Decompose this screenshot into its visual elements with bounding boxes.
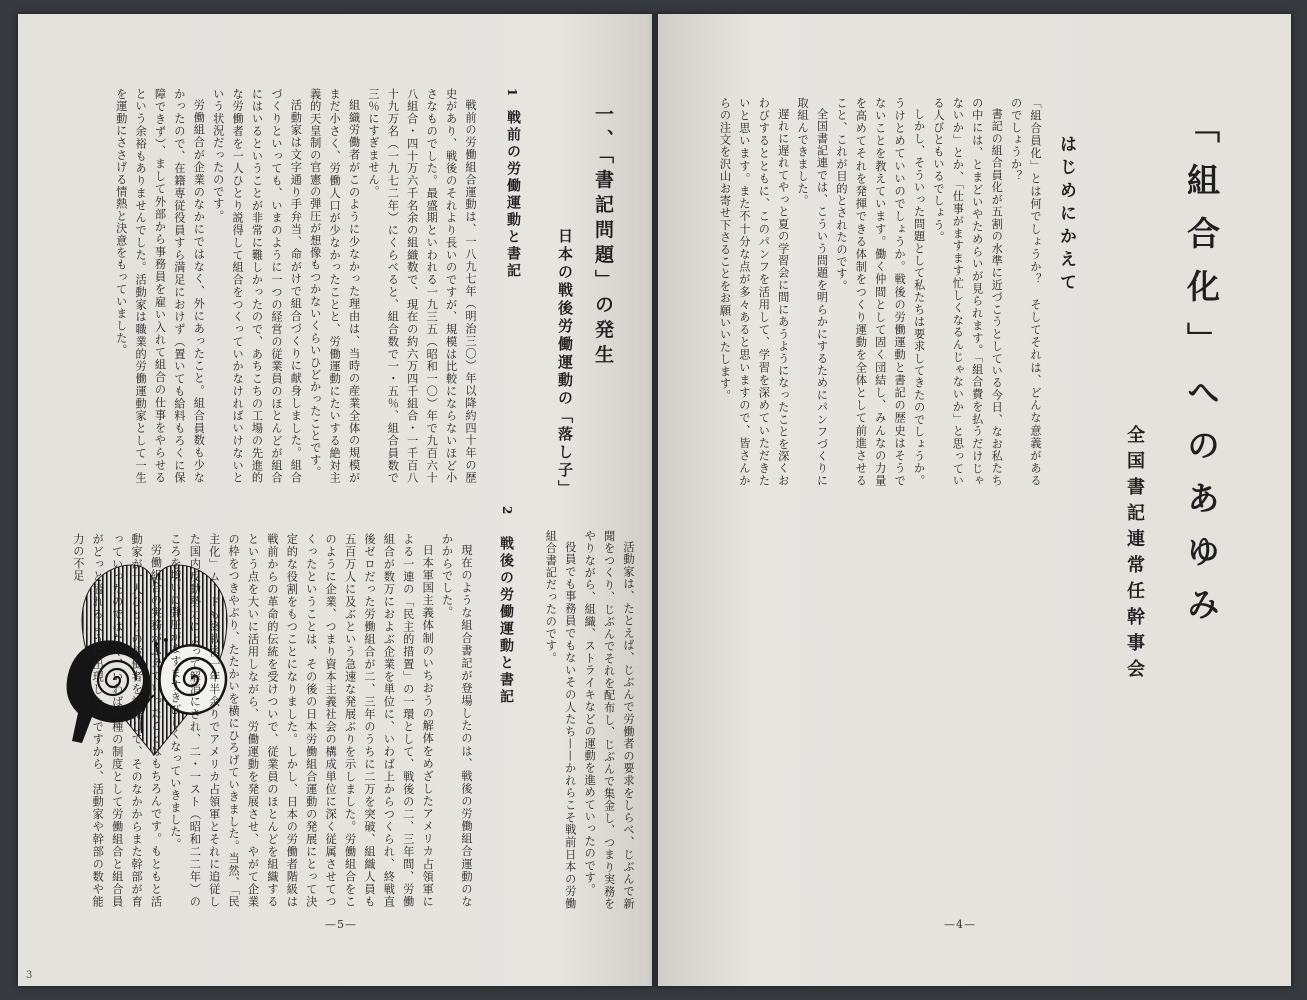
subsection-2-heading: 戦後の労働運動と書記	[498, 536, 514, 706]
continued-text-block	[544, 530, 638, 910]
document-title: 「組合化」へのあゆみ	[1182, 110, 1221, 640]
body-paragraph: 労働組合が企業のなかにではなく、外にあったこと。組合員数も少なかったので、在籍専従役員すら満足におけず（置いても給料もろくに保障できず）、まして外部から事務員を雇い入れて組合の仕事をやらせるという余裕もありませんでした。活動家は職業的労働運動家として一生を運動にささげる情熱と決意をもっていました。	[114, 88, 206, 484]
intro-paragraph: 全国書記連では、こういう問題を明らかにするためにパンフづくりに取組んできました。	[796, 97, 829, 487]
intro-paragraph: 遅れに遅れてやっと夏の学習会に間にあうようになったことを深くおわびするとともに、このパンフを活用して、学習を深めていただきたいと思います。また不十分な点が多々あると思いますので、皆さんからの注文を沢山お寄せ下さることをお願いいたします。	[718, 97, 790, 487]
body-paragraph: 現在のような組合書記が登場したのは、戦後の労働組合運動のなかからでした。	[440, 533, 473, 908]
intro-paragraph: しかし、そういった問題として私たちは要求してきたのでしょうか。うけとめていいのでしょうか。戦後の労働運動と書記の歴史はそうでないことを教えています。働く仲間として固く団結し、みんなの力量を高めてそれを発揮できる体制をつくり運動を全体として前進させること、これが目的とされたのです。	[834, 97, 926, 487]
subsection-1-body	[76, 88, 480, 484]
body-paragraph: 活動家は文字通り手弁当、命がけで組合づくりに献身しました。組合づくりといっても、いまのように一つの経営の従業員のほとんどが組合にはいるということが非常に難しかったので、あちこちの工場の先進的な労働者を一人ひとり説得して組合をつくっていかなければいけないという状況だったのです。	[211, 88, 303, 484]
body-paragraph: 役員でも事務員でもないその人たち——かれらこそ戦前日本の労働組合書記だったのです。	[544, 530, 577, 910]
body-paragraph: 戦前の労働組合運動は、一八九七年（明治三〇）年以降約四十年の歴史があり、戦後のそれより長いのですが、規模は比較にならないほど小さなものでした。最盛期といわれる一九三五（昭和一〇）年で九百六十八組合・四十万六千名余の組織数で、現在の約六万四千組合・一千百八十九万名（一九七二年）にくらべると、組合数で一・五％、組合員数で三％にすぎません。	[366, 88, 477, 484]
body-paragraph: 労働組合の実務がふえていったことはもちろんです。もともと活動家が一人ひとりの労働者を説得して、そのなかからまた幹部が育っていったのではなく、いわば一種の制度として労働組合と組合員がどっと溢れるように出現したのですから、活動家や幹部の数や能力の不足	[71, 533, 163, 908]
intro-heading: はじめにかえて	[1056, 135, 1076, 296]
intro-body	[715, 97, 1045, 487]
author-organization: 全国書記連常任幹事会	[1124, 425, 1145, 685]
subsection-1-heading: 戦前の労働運動と書記	[505, 110, 521, 280]
section-subtitle: 日本の戦後労働運動の「落し子」	[556, 228, 574, 498]
section-heading: 一、「書記問題」の発生	[592, 104, 614, 370]
intro-paragraph: 書記の組合員化が五割の水準に近づこうとしている今日、なお私たちの中には、とまどいやためらいが見られます。「組合費を払うだけじゃないか」とか、「仕事がますます忙しくなるんじゃないか」と思っている人びともいるでしょう。	[931, 97, 1004, 487]
subsection-1-number: 1	[505, 88, 519, 97]
body-paragraph: 組織労働者がこのように少なかった理由は、当時の産業全体の規模がまだ小さく、労働人口が少なかったことと、労働運動にたいする絶対主義的天皇制の官憲の弾圧が想像もつかないくらいひどかったことです。	[308, 88, 361, 484]
book-gutter	[652, 14, 658, 986]
page-number-right: —4—	[944, 918, 976, 931]
subsection-2-body	[71, 533, 476, 908]
corner-number: 3	[26, 970, 33, 981]
subsection-2-number: 2	[500, 506, 514, 515]
body-paragraph: 活動家は、たとえば、じぶんで労働者の要求をしらべ、じぶんで新聞をつくり、じぶんでそれを配布し、じぶんで集金し、つまり実務をやりながら、組織、ストライキなどの運動を進めていったのです。	[583, 530, 635, 910]
body-paragraph: 日本軍国主義体制のいちおうの解体をめざしたアメリカ占領軍による一連の「民主的措置」の一環として、戦後の二、三年間、労働組合が数万におよぶ企業を単位に、いわば上からつくられ、終戦直後ゼロだった労働組合が二、三年のうちに二万を突破、組織人員も五百万人に及ぶという急速な発展ぶりを示しました。労働組合をこのように企業、つまり資本主義社会の構成単位に深く従属させてつくったということは、その後の日本労働組合運動の発展にとって決定的な役割をもつことになりました。しかし、日本の労働者階級は戦前からの革命的伝統を受けついで、従業員のほとんどを組織するという点を大いに活用しながら、労働運動を発展させ、やがて企業の枠をつきやぶり、たたかいを横にひろげていきました。当然、「民主化」ムードも終戦後一年半余りでアメリカ占領軍とそれに追従した国内反動勢力によって解消にされ、二・一スト（昭和二二年）のころを境いに弾圧がますますきびしくなっていきました。	[168, 533, 435, 908]
page-number-left: —5—	[325, 918, 357, 931]
intro-paragraph: 「組合員化」とは何でしょうか？ そしてそれは、どんな意義があるのでしょうか？	[1009, 97, 1042, 487]
